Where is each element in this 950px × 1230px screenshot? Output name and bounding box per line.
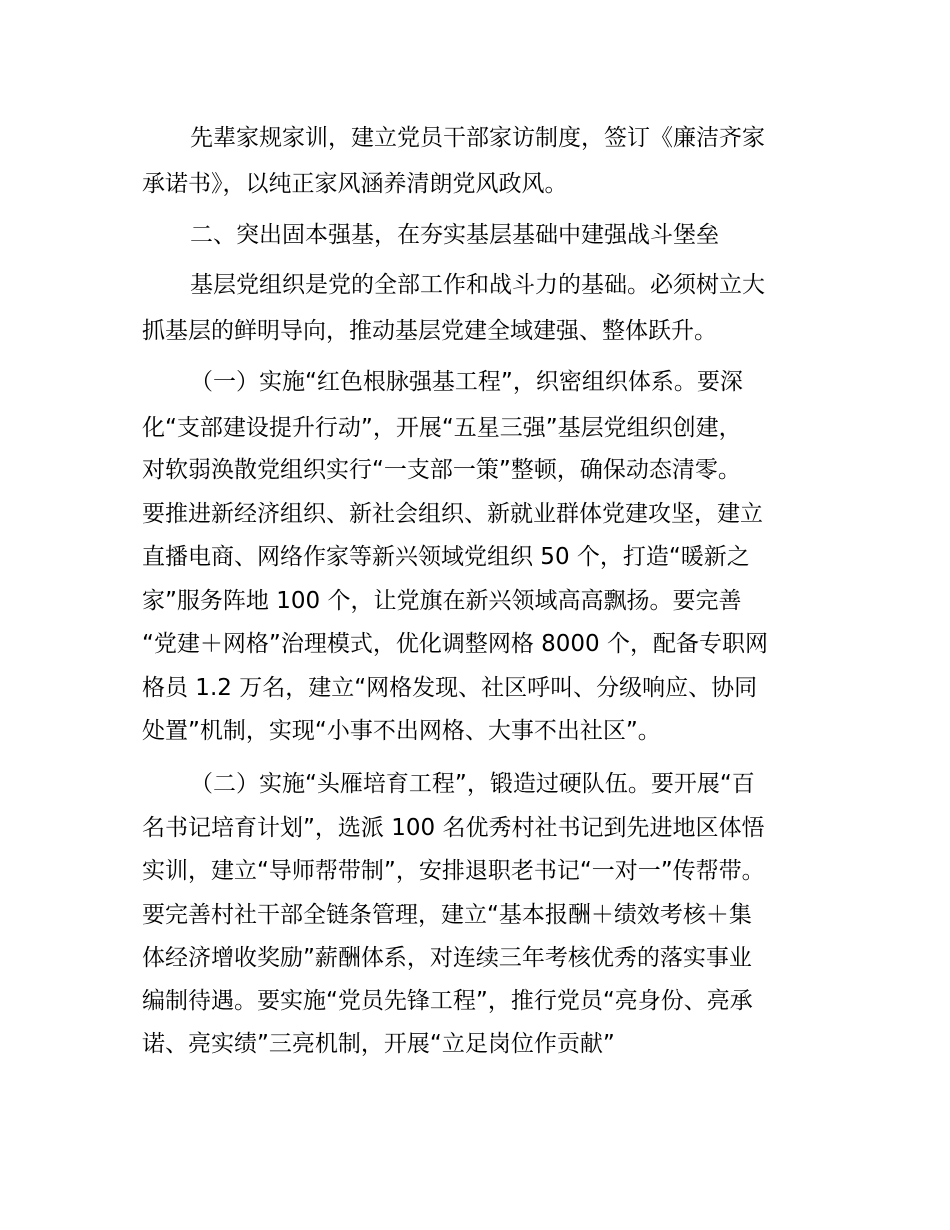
text-line: 承诺书》，以纯正家风涵养清朗党风政风。: [142, 171, 568, 197]
section-heading: 二、突出固本强基，在夯实基层基础中建强战斗堡垒: [190, 222, 719, 248]
text-line: 家”服务阵地 100 个，让党旗在新兴领域高高飘扬。要完善: [142, 588, 742, 614]
text-line: 处置”机制，实现“小事不出网格、大事不出社区”。: [142, 718, 661, 744]
text-line: 格员 1.2 万名，建立“网格发现、社区呼叫、分级响应、协同: [142, 675, 758, 701]
text-line: 名书记培育计划”，选派 100 名优秀村社书记到先进地区体悟: [142, 815, 765, 841]
text-line: 先辈家规家训，建立党员干部家访制度，签订《廉洁齐家: [190, 125, 765, 151]
text-line: 编制待遇。要实施“党员先锋工程”，推行党员“亮身份、亮承: [142, 988, 753, 1014]
text-line: 要完善村社干部全链条管理，建立“基本报酬＋绩效考核＋集: [142, 902, 752, 928]
text-line: 要推进新经济组织、新社会组织、新就业群体党建攻坚，建立: [142, 501, 763, 527]
text-line: 对软弱涣散党组织实行“一支部一策”整顿，确保动态清零。: [142, 457, 741, 483]
subsection-heading: （一）实施“红色根脉强基工程”，织密组织体系。要深: [190, 369, 743, 395]
text-line: 化“支部建设提升行动”，开展“五星三强”基层党组织创建，: [142, 415, 742, 441]
text-line: 实训，建立“导师帮带制”，安排退职老书记“一对一”传帮带。: [142, 858, 765, 884]
text-line: 抓基层的鲜明导向，推动基层党建全域建强、整体跃升。: [142, 318, 717, 344]
subsection-heading: （二）实施“头雁培育工程”，锻造过硬队伍。要开展“百: [190, 771, 755, 797]
text-line: 体经济增收奖励”薪酬体系，对连续三年考核优秀的落实事业: [142, 945, 752, 971]
text-line: 基层党组织是党的全部工作和战斗力的基础。必须树立大: [190, 272, 765, 298]
text-line: “党建＋网格”治理模式，优化调整网格 8000 个，配备专职网: [142, 631, 768, 657]
text-line: 直播电商、网络作家等新兴领域党组织 50 个，打造“暖新之: [142, 544, 750, 570]
text-line: 诺、亮实绩”三亮机制，开展“立足岗位作贡献”: [142, 1031, 615, 1057]
